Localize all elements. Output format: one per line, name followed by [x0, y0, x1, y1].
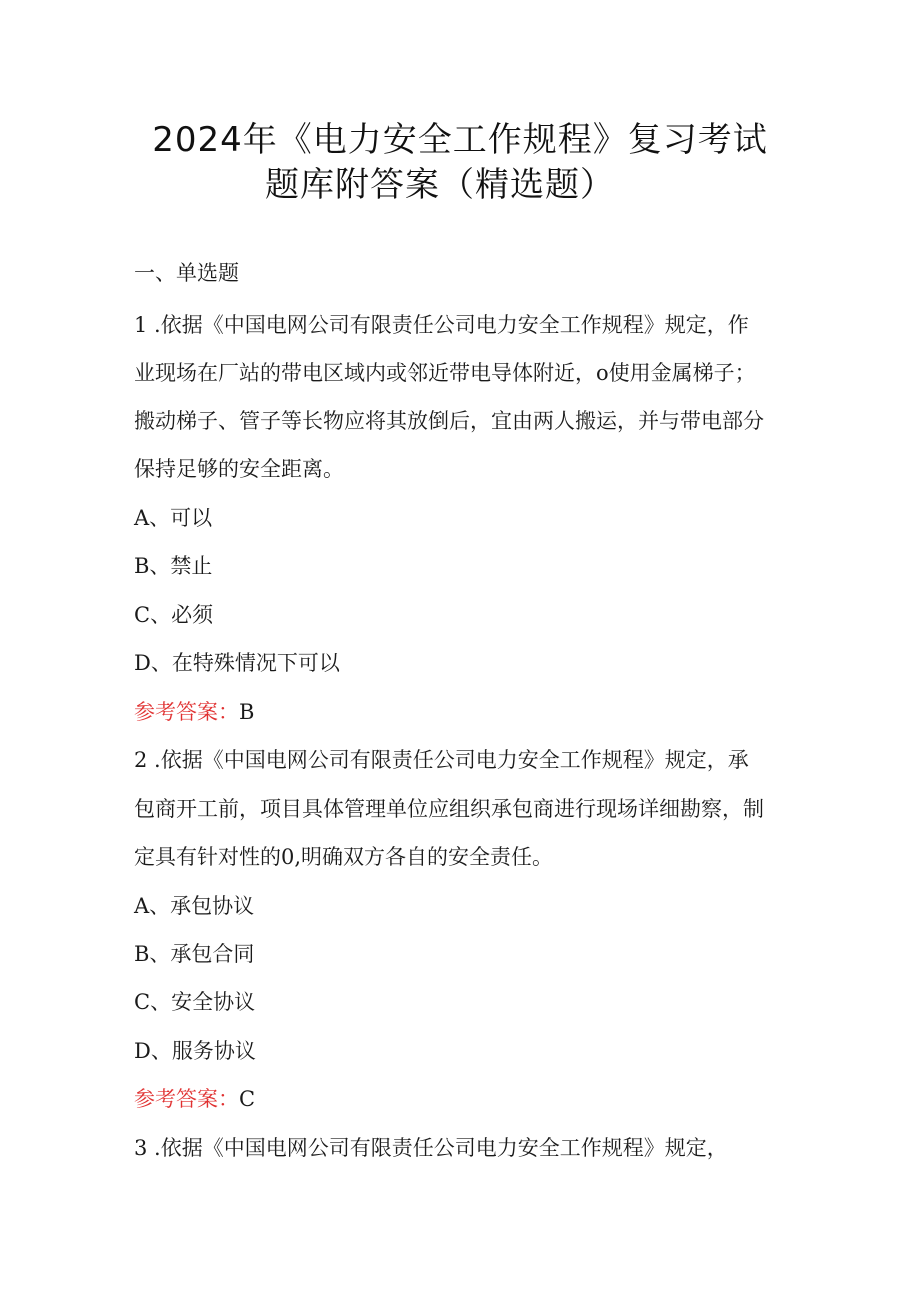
- question-1-line-2: 业现场在厂站的带电区域内或邻近带电导体附近，o使用金属梯子；: [134, 361, 756, 385]
- question-2-line-2: 包商开工前，项目具体管理单位应组织承包商进行现场详细勘察，制: [134, 797, 764, 821]
- question-1-line-3: 搬动梯子、管子等长物应将其放倒后，宜由两人搬运，并与带电部分: [134, 409, 764, 433]
- question-2-option-b: B、承包合同: [134, 942, 255, 966]
- question-1-option-d: D、在特殊情况下可以: [134, 651, 340, 675]
- document-title-line-2: 题库附答案（精选题）: [265, 165, 615, 205]
- question-1-option-b: B、禁止: [134, 554, 213, 578]
- document-title-line-1: 2024年《电力安全工作规程》复习考试: [152, 120, 768, 160]
- question-2-line-1: 2 .依据《中国电网公司有限责任公司电力安全工作规程》规定，承: [134, 748, 749, 772]
- answer-label: 参考答案：: [134, 1087, 239, 1111]
- question-1-answer: [134, 698, 254, 726]
- answer-value: B: [239, 700, 255, 724]
- question-1-option-c: C、必须: [134, 603, 214, 627]
- question-3-line-1: 3 .依据《中国电网公司有限责任公司电力安全工作规程》规定，: [134, 1136, 728, 1160]
- question-2-option-a: A、承包协议: [134, 894, 255, 918]
- section-heading: 一、单选题: [134, 261, 239, 285]
- question-1-line-4: 保持足够的安全距离。: [134, 457, 344, 481]
- question-2-option-d: D、服务协议: [134, 1039, 256, 1063]
- answer-label: 参考答案：: [134, 700, 239, 724]
- answer-value: C: [239, 1087, 256, 1111]
- question-2-option-c: C、安全协议: [134, 990, 256, 1014]
- question-2-line-3: 定具有针对性的0,明确双方各自的安全责任。: [134, 845, 554, 869]
- question-1-line-1: 1 .依据《中国电网公司有限责任公司电力安全工作规程》规定，作: [134, 313, 749, 337]
- question-1-option-a: A、可以: [134, 506, 213, 530]
- question-2-answer: [134, 1085, 255, 1113]
